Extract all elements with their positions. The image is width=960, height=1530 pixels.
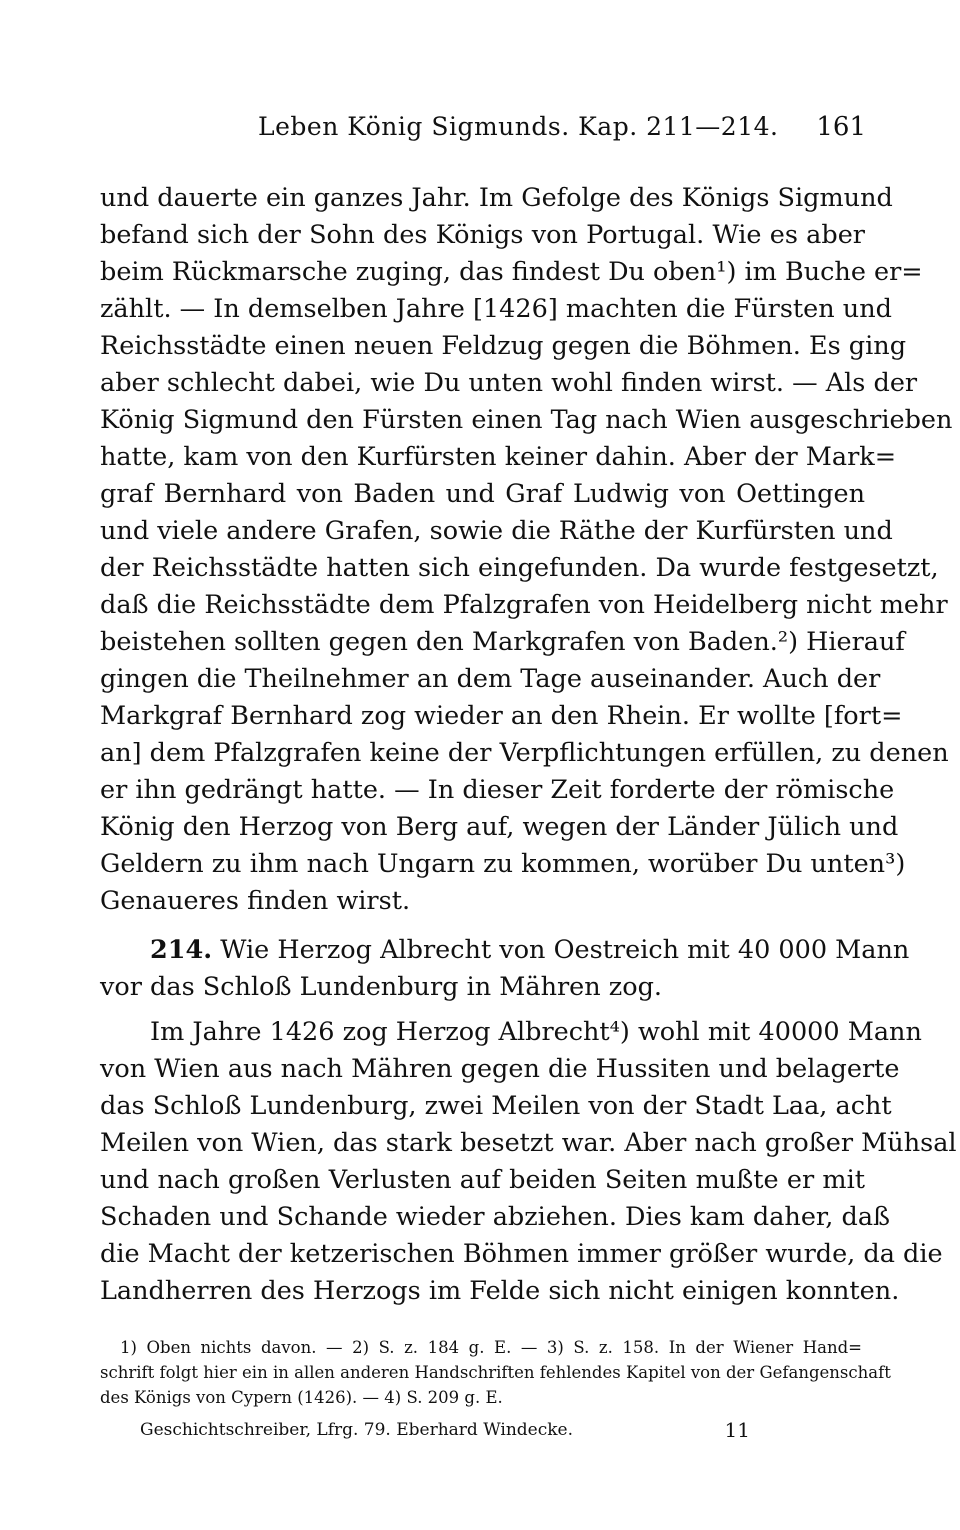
text-line: die Macht der ketzerischen Böhmen immer größer wurde, da die bbox=[100, 1239, 943, 1269]
text-line: Geldern zu ihm nach Ungarn zu kommen, worüber Du unten³) bbox=[100, 849, 906, 879]
text-line: und viele andere Grafen, sowie die Räthe der Kurfürsten und bbox=[100, 516, 893, 546]
section-heading-line bbox=[150, 932, 910, 968]
footnote-line: des Königs von Cypern (1426). — 4) S. 209 g. E. bbox=[100, 1388, 503, 1407]
section-heading-line: vor das Schloß Lundenburg in Mähren zog. bbox=[100, 972, 663, 1002]
text-line: daß die Reichsstädte dem Pfalzgrafen von Heidelberg nicht mehr bbox=[100, 590, 948, 620]
text-line: Schaden und Schande wieder abziehen. Dies kam daher, daß bbox=[100, 1202, 891, 1232]
text-line: aber schlecht dabei, wie Du unten wohl finden wirst. — Als der bbox=[100, 368, 918, 398]
text-line: befand sich der Sohn des Königs von Portugal. Wie es aber bbox=[100, 220, 865, 250]
footnote-line: schrift folgt hier ein in allen anderen Handschriften fehlendes Kapitel von der Gefangenschaft bbox=[100, 1363, 891, 1382]
text-line: Genaueres finden wirst. bbox=[100, 886, 411, 916]
text-line: zählt. — In demselben Jahre [1426] machten die Fürsten und bbox=[100, 294, 892, 324]
section-title: Wie Herzog Albrecht von Oestreich mit 40 000 Mann bbox=[220, 935, 910, 965]
signature-number: 11 bbox=[724, 1418, 750, 1442]
text-line: Reichsstädte einen neuen Feldzug gegen die Böhmen. Es ging bbox=[100, 331, 907, 361]
text-line: Meilen von Wien, das stark besetzt war. Aber nach großer Mühsal bbox=[100, 1128, 957, 1158]
text-line: an] dem Pfalzgrafen keine der Verpflichtungen erfüllen, zu denen bbox=[100, 738, 949, 768]
text-line: und nach großen Verlusten auf beiden Seiten mußte er mit bbox=[100, 1165, 865, 1195]
text-line: beistehen sollten gegen den Markgrafen von Baden.²) Hierauf bbox=[100, 627, 905, 657]
text-line: er ihn gedrängt hatte. — In dieser Zeit forderte der römische bbox=[100, 775, 895, 805]
text-line: von Wien aus nach Mähren gegen die Hussiten und belagerte bbox=[100, 1054, 900, 1084]
running-title: Leben König Sigmunds. Kap. 211—214. bbox=[258, 112, 779, 141]
text-line: beim Rückmarsche zuging, das findest Du oben¹) im Buche er= bbox=[100, 257, 923, 287]
footnote-line: 1) Oben nichts davon. — 2) S. z. 184 g. E. — 3) S. z. 158. In der Wiener Hand= bbox=[120, 1338, 862, 1357]
text-line: Im Jahre 1426 zog Herzog Albrecht⁴) wohl mit 40000 Mann bbox=[150, 1017, 922, 1047]
page-number: 161 bbox=[816, 112, 866, 142]
text-line: graf Bernhard von Baden und Graf Ludwig von Oettingen bbox=[100, 479, 865, 509]
text-line: gingen die Theilnehmer an dem Tage auseinander. Auch der bbox=[100, 664, 881, 694]
text-line: und dauerte ein ganzes Jahr. Im Gefolge des Königs Sigmund bbox=[100, 183, 893, 213]
text-line: König Sigmund den Fürsten einen Tag nach Wien ausgeschrieben bbox=[100, 405, 953, 435]
section-number: 214. bbox=[150, 935, 213, 965]
signature-line bbox=[140, 1420, 750, 1448]
text-line: Markgraf Bernhard zog wieder an den Rhein. Er wollte [fort= bbox=[100, 701, 903, 731]
text-line: das Schloß Lundenburg, zwei Meilen von der Stadt Laa, acht bbox=[100, 1091, 892, 1121]
running-head bbox=[100, 112, 866, 152]
text-line: der Reichsstädte hatten sich eingefunden. Da wurde festgesetzt, bbox=[100, 553, 939, 583]
text-line: hatte, kam von den Kurfürsten keiner dahin. Aber der Mark= bbox=[100, 442, 897, 472]
text-line: Landherren des Herzogs im Felde sich nicht einigen konnten. bbox=[100, 1276, 900, 1306]
text-line: König den Herzog von Berg auf, wegen der Länder Jülich und bbox=[100, 812, 899, 842]
signature-text: Geschichtschreiber, Lfrg. 79. Eberhard Windecke. bbox=[140, 1420, 574, 1440]
